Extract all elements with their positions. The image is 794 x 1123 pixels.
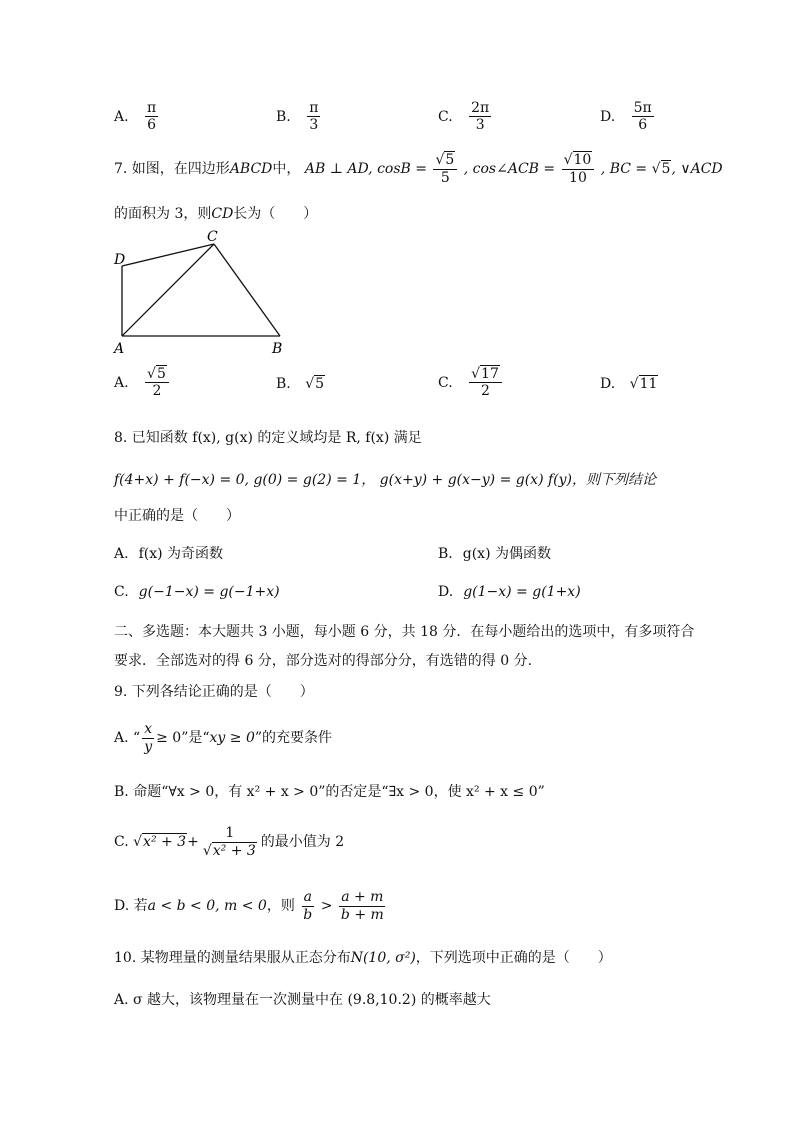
q7-option-d: D. √11 <box>600 376 658 392</box>
q10-option-a: A. σ 越大，该物理量在一次测量中在 (9.8,10.2) 的概率越大 <box>114 992 491 1008</box>
q6-option-b: B. $\frac{\pi}{3}$ <box>276 100 319 134</box>
section2-intro-line2: 要求．全部选对的得 6 分，部分选对的得部分分，有选错的得 0 分. <box>114 653 533 669</box>
diagonal-ac <box>122 244 214 336</box>
q8-option-b: B. g(x) 为偶函数 <box>438 546 551 562</box>
q8-stem-line3: 中正确的是（ ） <box>114 508 240 524</box>
q6-option-d: D. $\frac{5\pi}{6}$ <box>600 100 652 134</box>
q8-option-a: A. f(x) 为奇函数 <box>114 546 224 562</box>
vertex-label-c: C <box>207 229 218 245</box>
q10-stem: 10. 某物理量的测量结果服从正态分布N(10, σ²)，下列选项中正确的是（ ） <box>114 950 612 966</box>
q9-option-b: B. 命题“∀x > 0，有 x² + x > 0”的否定是“∃x > 0，使 x² + x ≤ 0” <box>114 784 545 800</box>
q7-stem-line2: 的面积为 3，则CD长为（ ） <box>114 206 318 222</box>
vertex-label-b: B <box>272 341 283 357</box>
q9-option-d: D. 若a < b < 0, m < 0，则 $\frac{a}{b}$ > $\frac{a + m}{b + m}$ <box>114 889 384 923</box>
q9-option-c: C. √x² + 3+ $\frac{1}{\text{√x² + 3}}$ 的最小值为 2 <box>114 825 345 859</box>
q9-stem: 9. 下列各结论正确的是（ ） <box>114 684 314 700</box>
vertex-label-d: D <box>114 252 126 268</box>
edge-bc <box>214 244 280 336</box>
q7-quadrilateral-figure <box>110 226 300 358</box>
q7-stem-line1: 7. 如图，在四边形ABCD中， AB ⊥ AD, cosB = $\frac{√5}{5}$ , cos∠ACB = $\frac{√10}{10}$ , BC = √5, ∨ACD <box>114 152 723 186</box>
q6-option-c: C. $\frac{2\pi}{3}$ <box>438 100 490 134</box>
vertex-label-a: A <box>114 341 125 357</box>
q8-stem-line2: f(4+x) + f(−x) = 0, g(0) = g(2) = 1， g(x+y) + g(x−y) = g(x) f(y)，则下列结论 <box>114 472 657 488</box>
q8-option-d: D. g(1−x) = g(1+x) <box>438 584 581 600</box>
q6-option-a: A. $\frac{\pi}{6}$ <box>114 100 157 134</box>
edge-cd <box>122 244 214 266</box>
section2-intro-line1: 二、多选题：本大题共 3 小题，每小题 6 分，共 18 分．在每小题给出的选项中，有多项符合 <box>114 624 695 640</box>
q9-option-a: A. “ $\frac{x}{y}$ ≥ 0”是“xy ≥ 0”的充要条件 <box>114 721 333 755</box>
q7-option-a: A. $\frac{√5}{2}$ <box>114 366 171 399</box>
q8-option-c: C. g(−1−x) = g(−1+x) <box>114 584 280 600</box>
q8-stem-line1: 8. 已知函数 f(x), g(x) 的定义域均是 R, f(x) 满足 <box>114 430 422 446</box>
q7-option-b: B. √5 <box>276 376 325 392</box>
q7-option-c: C. $\frac{√17}{2}$ <box>438 366 504 399</box>
